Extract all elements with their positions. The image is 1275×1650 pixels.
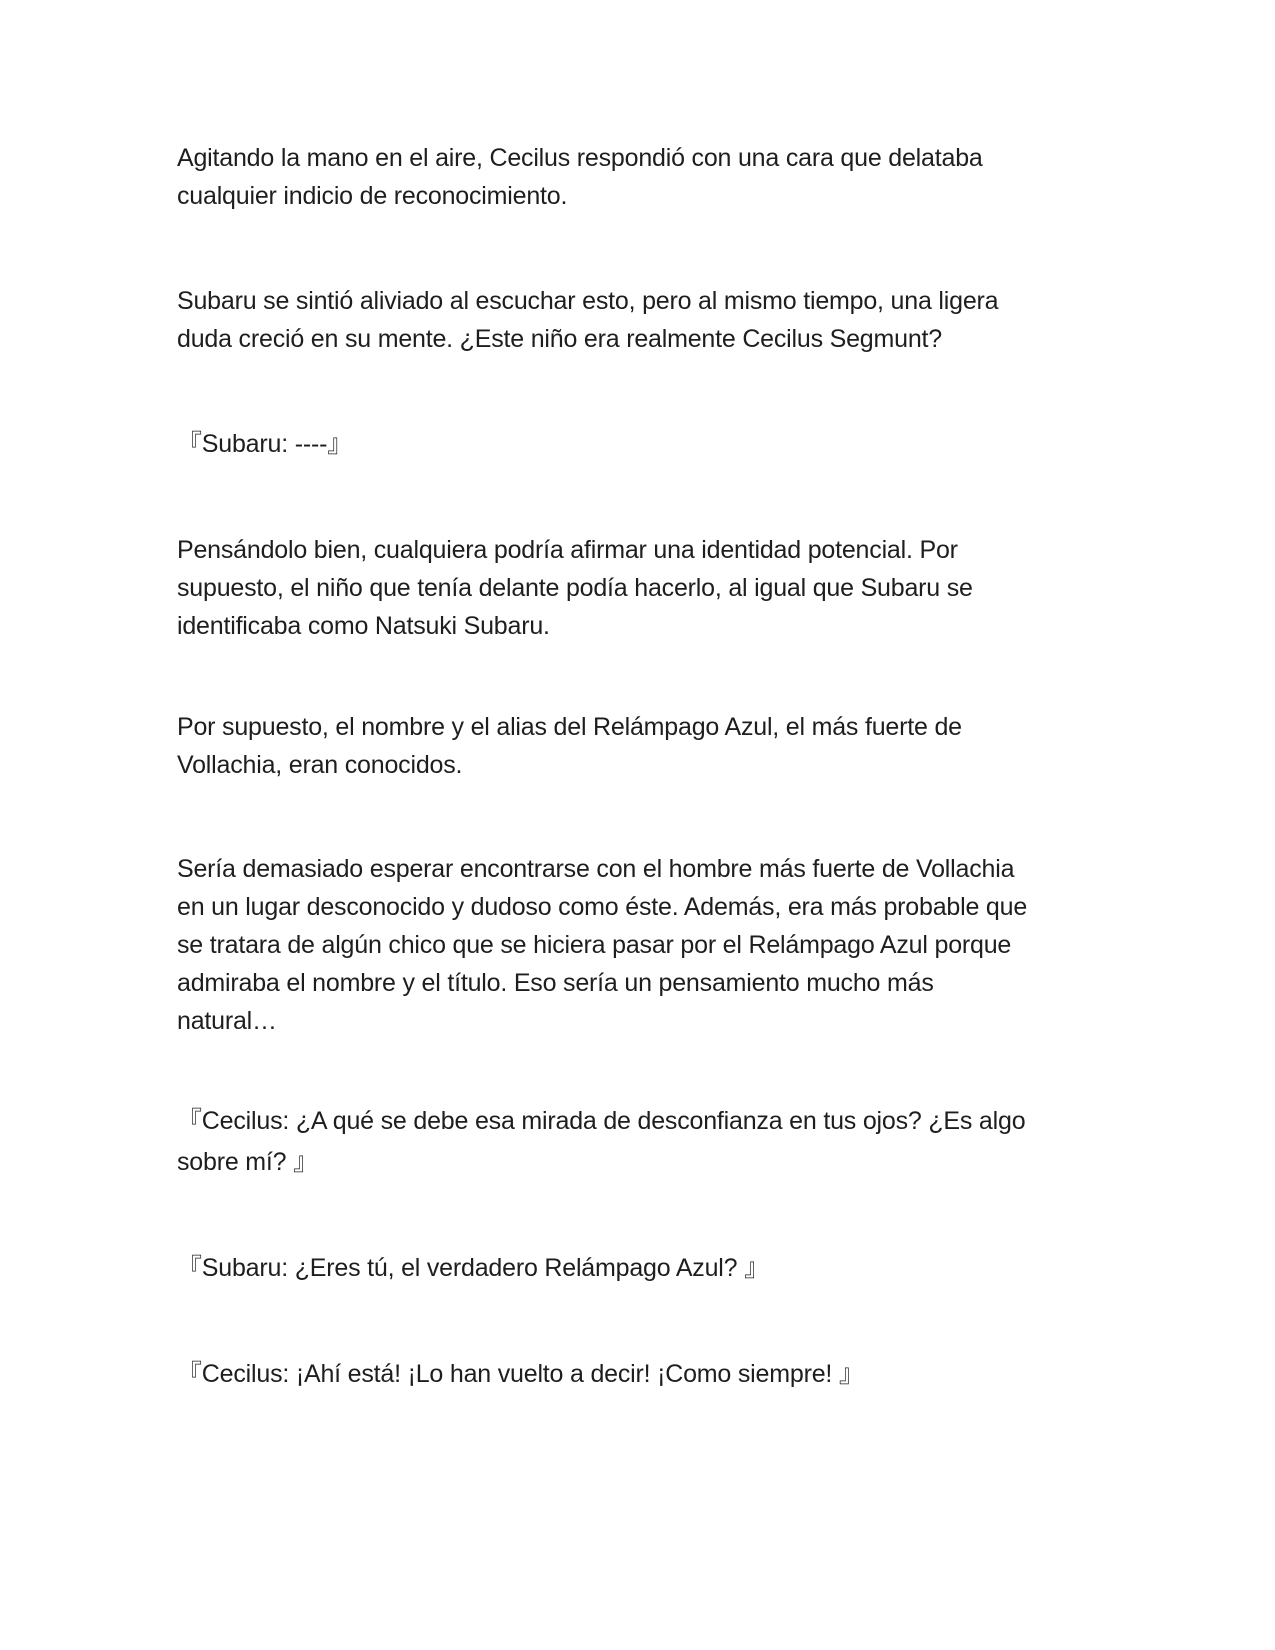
paragraph-line: Pensándolo bien, cualquiera podría afirmar una identidad potencial. Por — [177, 536, 958, 564]
paragraph-3 — [177, 531, 1117, 645]
paragraph-line: Vollachia, eran conocidos. — [177, 751, 463, 779]
dialogue-line: 『Subaru: ----』 — [177, 430, 353, 458]
paragraph-5 — [177, 850, 1117, 1040]
paragraph-line: Sería demasiado esperar encontrarse con el hombre más fuerte de Vollachia — [177, 855, 1015, 883]
dialogue-subaru-1 — [177, 425, 1117, 463]
paragraph-line: Agitando la mano en el aire, Cecilus respondió con una cara que delataba — [177, 144, 983, 172]
paragraph-2 — [177, 282, 1117, 358]
paragraph-line: Por supuesto, el nombre y el alias del Relámpago Azul, el más fuerte de — [177, 713, 962, 741]
dialogue-cecilus-1 — [177, 1101, 1117, 1183]
paragraph-1 — [177, 139, 1117, 215]
dialogue-line: sobre mí? 』 — [177, 1148, 318, 1176]
paragraph-line: supuesto, el niño que tenía delante podía hacerlo, al igual que Subaru se — [177, 574, 973, 602]
paragraph-line: cualquier indicio de reconocimiento. — [177, 182, 568, 210]
paragraph-line: admiraba el nombre y el título. Eso sería un pensamiento mucho más — [177, 969, 934, 997]
paragraph-4 — [177, 708, 1117, 784]
dialogue-line: 『Cecilus: ¡Ahí está! ¡Lo han vuelto a decir! ¡Como siempre! 』 — [177, 1360, 864, 1388]
dialogue-cecilus-2 — [177, 1355, 1117, 1393]
dialogue-subaru-2 — [177, 1249, 1117, 1287]
dialogue-line: 『Cecilus: ¿A qué se debe esa mirada de desconfianza en tus ojos? ¿Es algo — [177, 1107, 1026, 1135]
dialogue-line: 『Subaru: ¿Eres tú, el verdadero Relámpago Azul? 』 — [177, 1254, 769, 1282]
paragraph-line: Subaru se sintió aliviado al escuchar esto, pero al mismo tiempo, una ligera — [177, 287, 999, 315]
paragraph-line: natural… — [177, 1007, 277, 1035]
paragraph-line: identificaba como Natsuki Subaru. — [177, 612, 550, 640]
paragraph-line: duda creció en su mente. ¿Este niño era realmente Cecilus Segmunt? — [177, 325, 942, 353]
paragraph-line: en un lugar desconocido y dudoso como éste. Además, era más probable que — [177, 893, 1028, 921]
paragraph-line: se tratara de algún chico que se hiciera pasar por el Relámpago Azul porque — [177, 931, 1012, 959]
